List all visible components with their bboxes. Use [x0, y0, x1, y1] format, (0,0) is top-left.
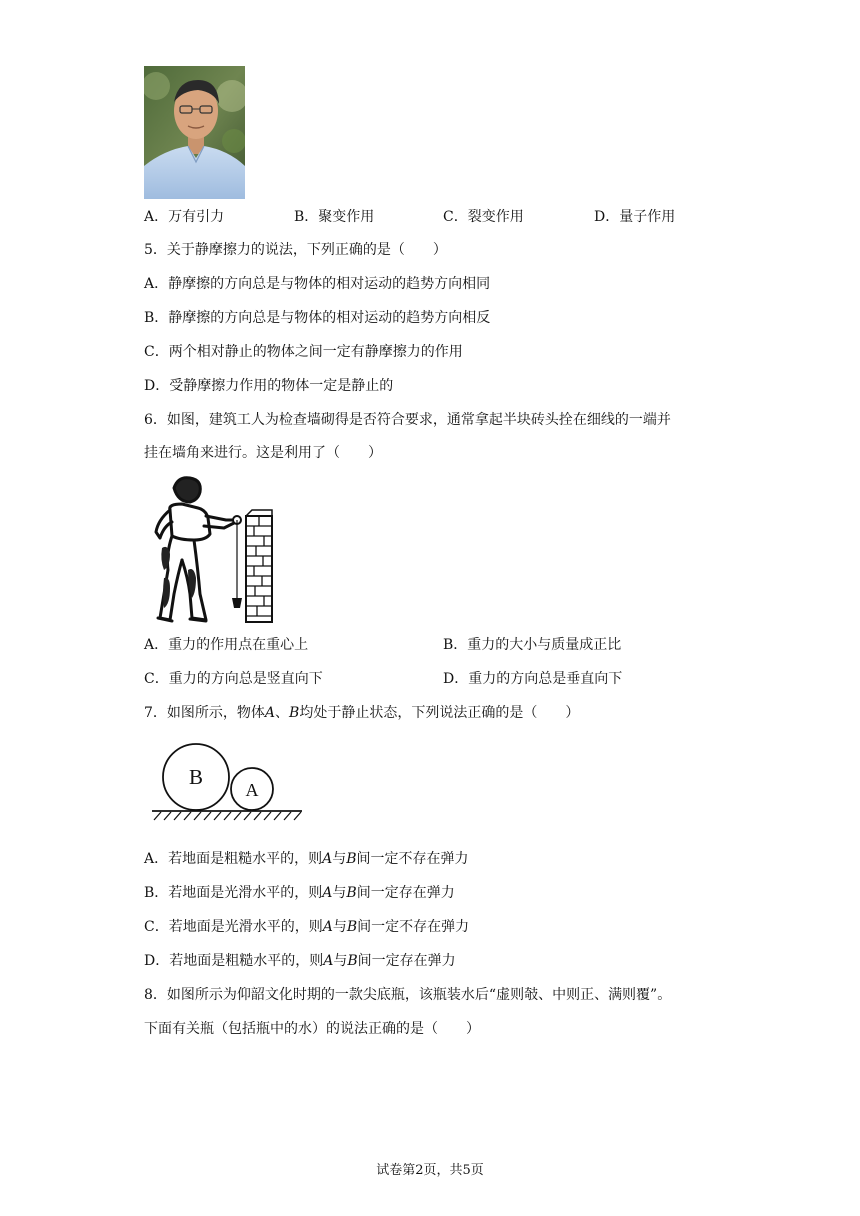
var-b: B: [289, 705, 300, 721]
var-a: A: [323, 953, 334, 969]
ball-b-label: B: [188, 765, 204, 789]
worker-plumb-line-figure: [148, 474, 278, 626]
option-text: 聚变作用: [318, 209, 375, 225]
q6-option-b: B．重力的大小与质量成正比: [443, 637, 622, 653]
option-text: 间一定存在弹力: [357, 953, 456, 969]
q6-stem-line2: 挂在墙角来进行。这是利用了（ ）: [144, 445, 382, 461]
var-b: B: [346, 919, 358, 935]
two-balls-figure: [148, 742, 308, 822]
q4-option-c: [443, 206, 524, 226]
q6-option-d: D．重力的方向总是垂直向下: [443, 671, 623, 687]
option-text: 量子作用: [619, 209, 676, 225]
option-text: 与: [332, 851, 347, 867]
option-text: A．若地面是粗糙水平的，则: [144, 851, 323, 867]
q5-option-c: C．两个相对静止的物体之间一定有静摩擦力的作用: [144, 344, 463, 360]
var-b: B: [346, 851, 357, 867]
q7-option-c: [144, 917, 469, 937]
q8-stem-line1: 8．如图所示为仰韶文化时期的一款尖底瓶，该瓶装水后“虚则攲、中则正、满则覆”。: [144, 987, 672, 1003]
q7-stem: [144, 703, 579, 723]
option-text: 与: [332, 919, 347, 935]
q5-option-d: D．受静摩擦力作用的物体一定是静止的: [144, 378, 394, 394]
option-text: 裂变作用: [467, 209, 524, 225]
q4-option-a: [144, 206, 224, 226]
var-a: A: [264, 705, 276, 721]
option-text: D．若地面是粗糙水平的，则: [144, 953, 324, 969]
q5-option-b: B．静摩擦的方向总是与物体的相对运动的趋势方向相反: [144, 310, 491, 326]
q6-option-c: C．重力的方向总是竖直向下: [144, 671, 323, 687]
q7-option-a: [144, 849, 469, 869]
option-letter: D．: [594, 209, 620, 225]
q6-option-a: A．重力的作用点在重心上: [144, 637, 309, 653]
q4-option-b: [294, 206, 374, 226]
q8-stem-line2: 下面有关瓶（包括瓶中的水）的说法正确的是（ ）: [144, 1021, 480, 1037]
option-letter: C．: [443, 209, 468, 225]
option-text: 万有引力: [168, 209, 225, 225]
q7-option-d: [144, 951, 456, 971]
q7-option-b: [144, 883, 455, 903]
stem-sep: 、: [275, 705, 290, 721]
q5-option-a: A．静摩擦的方向总是与物体的相对运动的趋势方向相同: [144, 276, 491, 292]
stem-text: 均处于静止状态，下列说法正确的是（ ）: [299, 705, 580, 721]
ball-a-label: A: [245, 780, 259, 800]
page-footer: 试卷第2页，共5页: [376, 1163, 484, 1178]
q4-option-d: [594, 206, 675, 226]
option-letter: A．: [144, 209, 169, 225]
q5-stem: 5．关于静摩擦力的说法，下列正确的是（ ）: [144, 242, 447, 258]
var-a: A: [322, 851, 333, 867]
option-text: B．若地面是光滑水平的，则: [144, 885, 323, 901]
option-text: 间一定存在弹力: [356, 885, 455, 901]
stem-text: 7．如图所示，物体: [144, 705, 265, 721]
option-text: 间一定不存在弹力: [356, 851, 469, 867]
option-text: 与: [333, 953, 348, 969]
option-text: 间一定不存在弹力: [357, 919, 470, 935]
q6-stem-line1: 6．如图，建筑工人为检查墙砌得是否符合要求，通常拿起半块砖头拴在细线的一端并: [144, 412, 671, 428]
option-text: 与: [332, 885, 347, 901]
var-b: B: [347, 953, 358, 969]
portrait-photo: [144, 66, 245, 199]
option-text: C．若地面是光滑水平的，则: [144, 919, 323, 935]
var-a: A: [322, 919, 333, 935]
var-a: A: [322, 885, 333, 901]
var-b: B: [346, 885, 357, 901]
option-letter: B．: [294, 209, 319, 225]
